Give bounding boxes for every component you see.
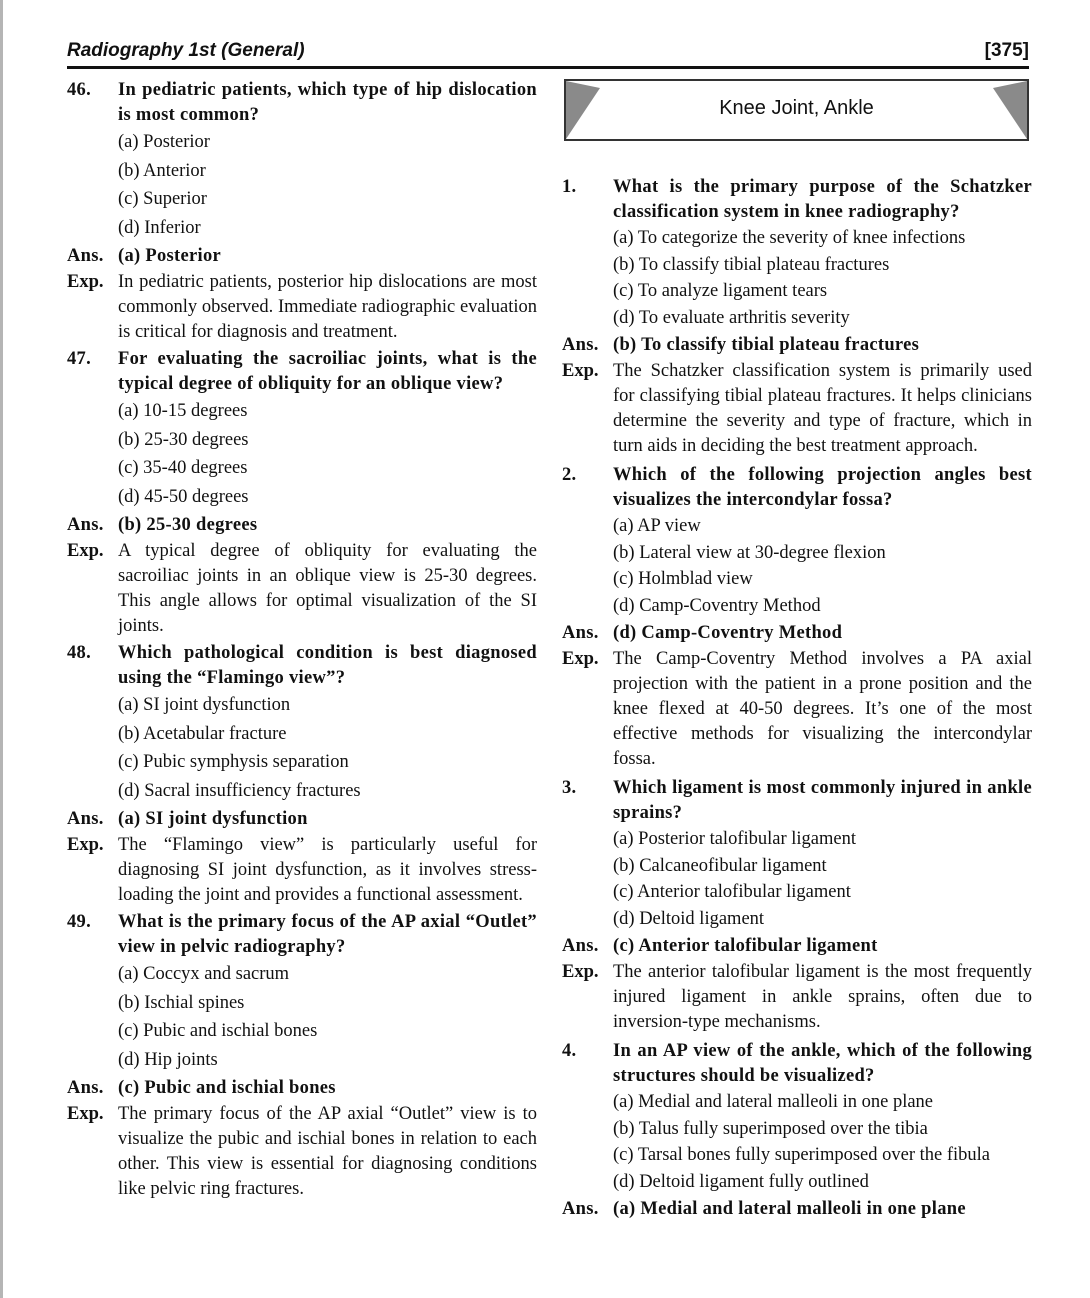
- question-text: In an AP view of the ankle, which of the following structures should be visualized?: [613, 1041, 1032, 1086]
- section-title: Knee Joint, Ankle: [719, 97, 874, 119]
- explanation: [562, 647, 1032, 772]
- explanation-text: The “Flamingo view” is particularly useful for diagnosing SI joint dysfunction, as it involves stress-loading the joint and provides a functional assessment.: [118, 835, 537, 905]
- explanation-text: The primary focus of the AP axial “Outlet” view is to visualize the pubic and ischial bones in relation to each other. This view is essential for diagnosing conditions like pelvic ring fractures.: [118, 1104, 537, 1199]
- answer-text: (a) Medial and lateral malleoli in one plane: [613, 1199, 966, 1219]
- answer-option: (b) Talus fully superimposed over the tibia: [613, 1118, 928, 1139]
- answer-line: [562, 331, 1032, 359]
- question: [67, 78, 537, 128]
- explanation-label: Exp.: [67, 541, 104, 561]
- question: [67, 641, 537, 691]
- question-block: [562, 776, 1032, 1035]
- answer-option: (d) Inferior: [118, 217, 201, 238]
- explanation: [67, 270, 537, 345]
- answer-line: [67, 1074, 537, 1102]
- answer-option: (a) Medial and lateral malleoli in one plane: [613, 1092, 934, 1112]
- answer-option: (b) 25-30 degrees: [118, 429, 249, 450]
- explanation: [562, 960, 1032, 1035]
- answer-label: Ans.: [67, 246, 104, 266]
- answer-option: (b) Calcaneofibular ligament: [613, 855, 827, 876]
- explanation-label: Exp.: [562, 649, 599, 669]
- answer-option: (c) Pubic and ischial bones: [118, 1021, 318, 1041]
- answer-option: (c) Tarsal bones fully superimposed over the fibula: [613, 1145, 990, 1165]
- question: [562, 1039, 1032, 1089]
- answer-text: (a) Posterior: [118, 246, 222, 266]
- answer-option: (a) AP view: [613, 516, 701, 536]
- question-block: [67, 641, 537, 908]
- explanation: [67, 1102, 537, 1202]
- question-number: 3.: [562, 778, 577, 798]
- question-number: 47.: [67, 349, 92, 369]
- answer-option: (a) SI joint dysfunction: [118, 695, 291, 715]
- answer-option: (d) 45-50 degrees: [118, 486, 249, 507]
- question: [562, 463, 1032, 513]
- question-block: [562, 463, 1032, 772]
- explanation: [562, 359, 1032, 459]
- explanation-text: A typical degree of obliquity for evaluating the sacroiliac joints in an oblique view is 25-30 degrees. This angle allows for optimal visualization of the SI joints.: [118, 541, 537, 636]
- question: [562, 175, 1032, 225]
- answer-option: (c) Holmblad view: [613, 569, 753, 589]
- left-column: [67, 76, 537, 1202]
- question-block: [67, 347, 537, 639]
- answer-text: (a) SI joint dysfunction: [118, 809, 308, 829]
- question-number: 2.: [562, 465, 577, 485]
- question-text: In pediatric patients, which type of hip dislocation is most common?: [118, 80, 537, 125]
- answer-option: (b) Anterior: [118, 160, 206, 181]
- answer-line: [67, 511, 537, 539]
- explanation-text: The Camp-Coventry Method involves a PA axial projection with the patient in a prone position and the knee flexed at 40-50 degrees. It’s one of the most effective methods for visualizing the intercondylar fossa.: [613, 649, 1032, 769]
- question: [67, 910, 537, 960]
- answer-option: (b) Ischial spines: [118, 992, 245, 1013]
- answer-label: Ans.: [562, 1199, 599, 1219]
- answer-option: (d) Hip joints: [118, 1049, 218, 1070]
- explanation-label: Exp.: [67, 1104, 104, 1124]
- answer-text: (c) Anterior talofibular ligament: [613, 936, 878, 956]
- question-text: Which pathological condition is best diagnosed using the “Flamingo view”?: [118, 643, 537, 688]
- answer-option: (a) Coccyx and sacrum: [118, 964, 290, 984]
- explanation-text: In pediatric patients, posterior hip dislocations are most commonly observed. Immediate radiographic evaluation is critical for diagnosis and treatment.: [118, 272, 537, 342]
- answer-label: Ans.: [67, 1078, 104, 1098]
- right-column: [562, 171, 1032, 1223]
- answer-line: [562, 932, 1032, 960]
- question-text: Which of the following projection angles best visualizes the intercondylar fossa?: [613, 465, 1032, 510]
- answer-option: (a) 10-15 degrees: [118, 401, 248, 421]
- answer-option: (c) Superior: [118, 189, 207, 209]
- page-number: [375]: [984, 40, 1029, 61]
- explanation-label: Exp.: [562, 962, 599, 982]
- answer-line: [67, 805, 537, 833]
- answer-line: [67, 242, 537, 270]
- question-number: 49.: [67, 912, 92, 932]
- explanation-label: Exp.: [562, 361, 599, 381]
- running-title: Radiography 1st (General): [67, 40, 305, 61]
- question-block: [67, 78, 537, 345]
- answer-option: (b) To classify tibial plateau fractures: [613, 254, 890, 275]
- answer-text: (c) Pubic and ischial bones: [118, 1078, 336, 1098]
- question-block: [562, 175, 1032, 459]
- question-number: 1.: [562, 177, 577, 197]
- question-text: What is the primary purpose of the Schatzker classification system in knee radiography?: [613, 177, 1032, 222]
- answer-option: (d) To evaluate arthritis severity: [613, 307, 850, 328]
- answer-option: (a) To categorize the severity of knee infections: [613, 228, 966, 248]
- answer-label: Ans.: [67, 515, 104, 535]
- explanation: [67, 833, 537, 908]
- question-text: What is the primary focus of the AP axial “Outlet” view in pelvic radiography?: [118, 912, 537, 957]
- answer-option: (c) Anterior talofibular ligament: [613, 882, 851, 902]
- question-text: For evaluating the sacroiliac joints, what is the typical degree of obliquity for an oblique view?: [118, 349, 537, 394]
- answer-option: (d) Deltoid ligament: [613, 908, 765, 929]
- explanation-text: The Schatzker classification system is primarily used for classifying tibial plateau fractures. It helps clinicians determine the severity and type of fracture, which in turn aids in deciding the best treatment approach.: [613, 361, 1032, 456]
- question-number: 48.: [67, 643, 92, 663]
- question: [562, 776, 1032, 826]
- explanation: [67, 539, 537, 639]
- answer-option: (b) Lateral view at 30-degree flexion: [613, 542, 886, 563]
- answer-option: (c) To analyze ligament tears: [613, 281, 828, 301]
- answer-option: (c) Pubic symphysis separation: [118, 752, 349, 772]
- question-text: Which ligament is most commonly injured in ankle sprains?: [613, 778, 1032, 823]
- answer-text: (b) To classify tibial plateau fractures: [613, 335, 920, 355]
- question-block: [562, 1039, 1032, 1223]
- answer-option: (d) Camp-Coventry Method: [613, 595, 821, 616]
- answer-option: (d) Sacral insufficiency fractures: [118, 780, 361, 801]
- answer-option: (c) 35-40 degrees: [118, 458, 248, 478]
- answer-option: (a) Posterior: [118, 132, 210, 152]
- answer-label: Ans.: [67, 809, 104, 829]
- answer-line: [562, 1195, 1032, 1223]
- answer-label: Ans.: [562, 623, 599, 643]
- answer-text: (d) Camp-Coventry Method: [613, 623, 843, 643]
- answer-option: (d) Deltoid ligament fully outlined: [613, 1171, 869, 1192]
- answer-option: (a) Posterior talofibular ligament: [613, 829, 856, 849]
- explanation-text: The anterior talofibular ligament is the most frequently injured ligament in ankle sprains, often due to inversion-type mechanisms.: [613, 962, 1032, 1032]
- section-heading-box: [564, 79, 1029, 141]
- explanation-label: Exp.: [67, 835, 104, 855]
- answer-label: Ans.: [562, 936, 599, 956]
- answer-label: Ans.: [562, 335, 599, 355]
- answer-option: (b) Acetabular fracture: [118, 723, 287, 744]
- answer-line: [562, 619, 1032, 647]
- question-number: 46.: [67, 80, 92, 100]
- question-number: 4.: [562, 1041, 577, 1061]
- question-block: [67, 910, 537, 1202]
- page-header: [67, 38, 1029, 69]
- page-edge-rule: [0, 0, 3, 1298]
- explanation-label: Exp.: [67, 272, 104, 292]
- question: [67, 347, 537, 397]
- answer-text: (b) 25-30 degrees: [118, 515, 258, 535]
